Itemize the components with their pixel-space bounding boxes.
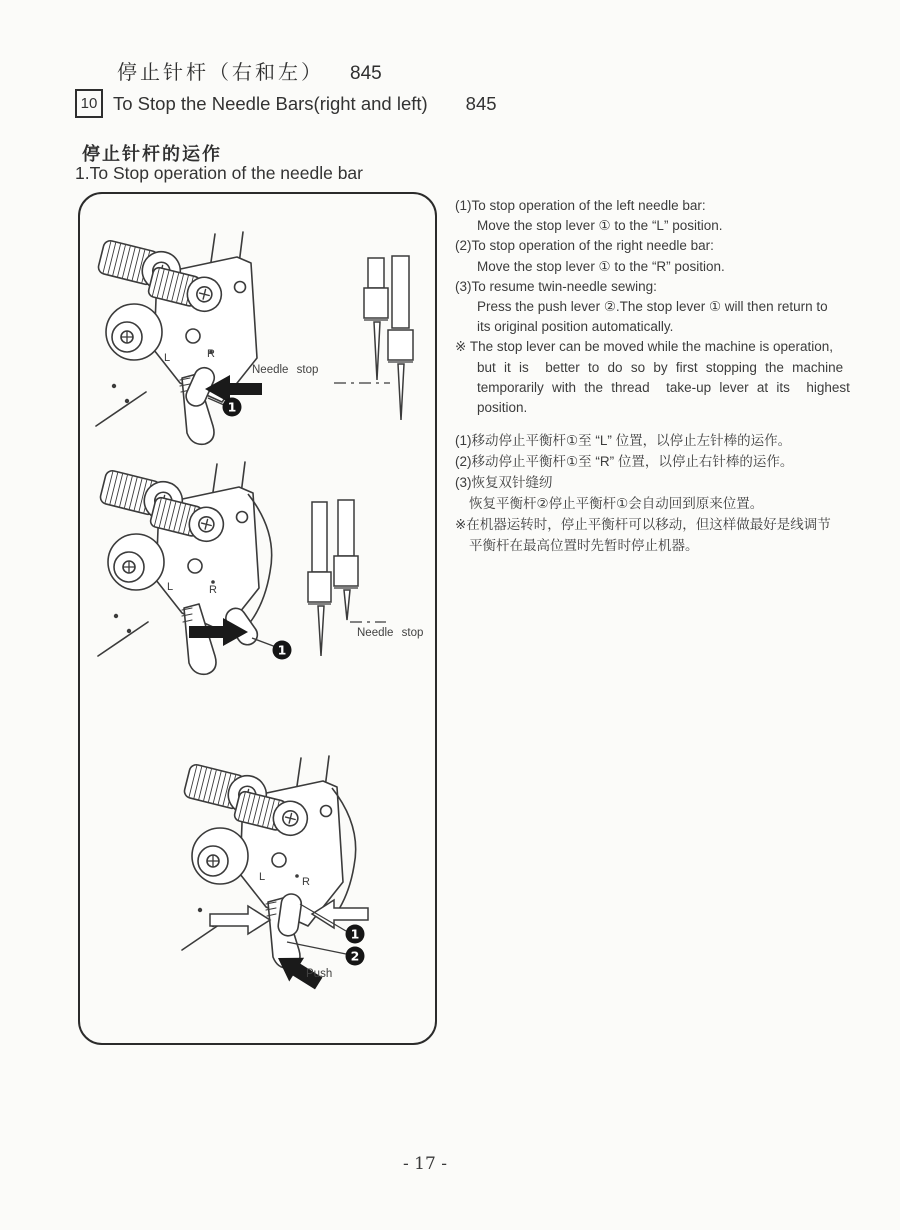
instruction-line: Move the stop lever ① to the “R” position. bbox=[477, 258, 725, 274]
instruction-line: 平衡杆在最高位置时先暂时停止机器。 bbox=[469, 538, 699, 553]
svg-text:1: 1 bbox=[227, 399, 237, 415]
section-number: 10 bbox=[80, 95, 98, 112]
instruction-line: ※ The stop lever can be moved while the machine is operation, bbox=[455, 339, 834, 355]
svg-text:2: 2 bbox=[350, 948, 360, 964]
diagram-2 bbox=[98, 462, 423, 674]
instruction-line: (3)恢复双针缝纫 bbox=[455, 475, 553, 490]
push-label: Push bbox=[306, 968, 333, 980]
section-number-box bbox=[75, 89, 103, 118]
figure-box bbox=[78, 192, 437, 1045]
needle-stop-label: Needle stop bbox=[357, 627, 424, 639]
instruction-line: Move the stop lever ① to the “L” position. bbox=[477, 218, 723, 234]
page-title-zh-text: 停止针杆（右和左） bbox=[117, 60, 324, 84]
instructions-english bbox=[455, 196, 895, 418]
position-letter-r: R bbox=[209, 584, 217, 596]
machine-head-drawing bbox=[98, 462, 259, 674]
instruction-line: ※在机器运转时，停止平衡杆可以移动，但这样做最好是线调节 bbox=[455, 517, 831, 532]
instruction-line: but it is better to do so by first stopping the machine bbox=[477, 359, 844, 375]
position-letter-r: R bbox=[207, 348, 215, 360]
instruction-line: (1)移动停止平衡杆①至 “L” 位置，以停止左针棒的运作。 bbox=[455, 433, 792, 448]
marker-1-badge bbox=[346, 925, 365, 944]
instruction-line: (2)移动停止平衡杆①至 “R” 位置，以停止右针棒的运作。 bbox=[455, 454, 794, 469]
figure-drawing bbox=[80, 194, 435, 1043]
position-letter-l: L bbox=[167, 581, 174, 593]
diagram-3 bbox=[182, 756, 368, 995]
instruction-line: (3)To resume twin-needle sewing: bbox=[455, 278, 657, 294]
instruction-line: temporarily with the thread take-up lever at its highest bbox=[477, 379, 850, 395]
instruction-line: Press the push lever ②.The stop lever ① will then return to bbox=[477, 299, 828, 315]
hollow-arrow-right-icon bbox=[210, 906, 270, 934]
svg-text:1: 1 bbox=[350, 926, 360, 942]
svg-text:1: 1 bbox=[277, 642, 287, 658]
section-subtitle-zh: 停止针杆的运作 bbox=[82, 144, 222, 165]
instruction-line: (2)To stop operation of the right needle bar: bbox=[455, 238, 714, 254]
section-subtitle-en: 1.To Stop operation of the needle bar bbox=[75, 163, 363, 183]
needle-stop-label: Needle stop bbox=[252, 364, 319, 376]
page-title-en bbox=[113, 93, 497, 115]
model-code-en: 845 bbox=[465, 93, 497, 114]
machine-head-drawing bbox=[182, 756, 343, 968]
page-title-en-text: To Stop the Needle Bars(right and left) bbox=[113, 93, 428, 114]
model-code-zh: 845 bbox=[350, 63, 382, 84]
instruction-line: its original position automatically. bbox=[477, 319, 674, 335]
leader-line bbox=[252, 638, 276, 647]
needle-pair bbox=[334, 256, 413, 420]
instruction-line: position. bbox=[477, 400, 528, 416]
page-number: - 17 - bbox=[403, 1154, 447, 1174]
position-letter-r: R bbox=[302, 876, 310, 888]
marker-2-badge bbox=[346, 947, 365, 966]
marker-1-badge bbox=[223, 398, 242, 417]
diagram-1 bbox=[96, 232, 413, 444]
marker-1-badge bbox=[273, 641, 292, 660]
instructions-chinese bbox=[455, 430, 895, 556]
instruction-line: (1)To stop operation of the left needle bar: bbox=[455, 198, 706, 213]
page-title-zh bbox=[117, 56, 382, 85]
position-letter-l: L bbox=[164, 352, 171, 364]
instruction-line: 恢复平衡杆②停止平衡杆①会自动回到原来位置。 bbox=[469, 496, 764, 511]
position-letter-l: L bbox=[259, 871, 266, 883]
